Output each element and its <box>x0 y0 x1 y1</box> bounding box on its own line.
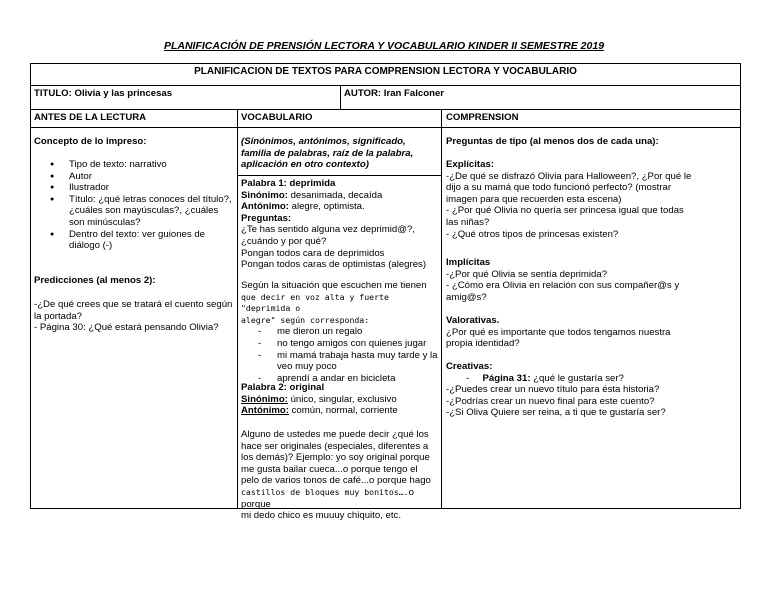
situacion-item: - mi mamá trabaja hasta muy tarde y la veo muy poco <box>241 350 439 373</box>
situacion-item: - aprendí a andar en bicicleta <box>241 373 439 385</box>
concepto-item: ● Tipo de texto: narrativo <box>34 159 234 171</box>
palabra-1-heading: Palabra 1: deprimida <box>241 178 336 189</box>
ejemplo-line: mi dedo chico es muuuy chiquito, etc. <box>241 510 401 522</box>
ejemplo-line: Alguno de ustedes me puede decir ¿qué los <box>241 429 429 440</box>
pregunta-item: Pongan todos caras de optimistas (alegres) <box>241 259 427 271</box>
pregunta-item: Pongan todos cara de deprimidos <box>241 247 385 259</box>
antonimo-value: alegre, optimista. <box>288 201 365 213</box>
creativa-item: -¿Podrías crear un nuevo final para este cuento? <box>446 395 655 407</box>
sinonimo-value: único, singular, exclusivo <box>287 393 397 405</box>
implicita-item: - ¿Cómo era Olivia en relación con sus compañer@s y amig@s? <box>446 280 680 303</box>
antonimo-value: común, normal, corriente <box>288 405 398 417</box>
creativas-label: Creativas: <box>446 361 493 372</box>
situacion-item: - me dieron un regalo <box>241 326 439 338</box>
valorativa-item: ¿Por qué es importante que todos tengamos nuestra propia identidad? <box>446 326 671 350</box>
ejemplo-tail: o porque <box>241 486 414 510</box>
pregunta-item: ¿Te has sentido alguna vez deprimid@?, <box>241 224 415 236</box>
pagina31-question: ¿qué le gustaría ser? <box>530 372 624 384</box>
concepto-item: ● Dentro del texto: ver guiones de diálogo (-) <box>34 229 234 252</box>
pagina31-label: Página 31: <box>482 372 531 384</box>
explicitas-block <box>446 159 694 240</box>
explicita-item: - ¿Qué otros tipos de princesas existen? <box>446 228 619 240</box>
situacion-intro: Según la situación que escuchen me tienen <box>241 280 427 291</box>
book-author: AUTOR: Iran Falconer <box>344 88 445 99</box>
concepto-heading: Concepto de lo impreso: <box>34 136 147 147</box>
creativa-item: -¿Puedes crear un nuevo título para ésta historia? <box>446 384 660 396</box>
situacion-item: - no tengo amigos con quienes jugar <box>241 338 439 350</box>
sinonimo-value: desanimada, decaída <box>287 189 383 201</box>
implicitas-label: Implícitas <box>446 257 491 268</box>
ejemplo-line: pelo de varios tonos de café...o porque hago <box>241 475 431 487</box>
palabra-2-heading: Palabra 2: original <box>241 382 325 393</box>
situacion-intro: que decir en voz alta y fuerte "deprimida o <box>241 291 389 314</box>
predicciones-heading: Predicciones (al menos 2): <box>34 275 156 286</box>
valorativas-block <box>446 315 694 350</box>
book-title: TITULO: Olivia y las princesas <box>34 88 173 99</box>
concepto-item: ● Ilustrador <box>34 182 234 194</box>
valorativas-label: Valorativas. <box>446 315 500 326</box>
sinonimo-label: Sinónimo: <box>241 189 288 201</box>
preguntas-label: Preguntas: <box>241 212 292 224</box>
ejemplo-line: los demás)? Ejemplo: yo soy original porque <box>241 452 430 464</box>
comprension-heading: Preguntas de tipo (al menos dos de cada una): <box>446 136 659 147</box>
header-antes: ANTES DE LA LECTURA <box>34 112 147 123</box>
concepto-list <box>34 159 234 252</box>
explicita-item: - ¿Por qué Olivia no quería ser princesa igual que todas las niñas? <box>446 205 684 228</box>
concepto-item: ● Autor <box>34 171 234 183</box>
antonimo-label: Antónimo: <box>241 201 289 213</box>
prediccion-item: - Página 30: ¿Qué estará pensando Olivia? <box>34 322 219 334</box>
pregunta-item: ¿cuándo y por qué? <box>241 235 327 247</box>
header-comprension: COMPRENSION <box>446 112 519 123</box>
palabra-1-block <box>241 178 438 271</box>
document-title: PLANIFICACIÓN DE PRENSIÓN LECTORA Y VOCABULARIO KINDER II SEMESTRE 2019 <box>163 40 605 52</box>
palabra-2-block <box>241 382 438 417</box>
header-vocabulario: VOCABULARIO <box>241 112 313 123</box>
creativas-block: Creativas: - Página 31: ¿qué le gustaría ser? -¿Puedes crear un nuevo título para ésta historia? -¿Podrías crear un nuevo final para este cuento? -¿Si Oliva Quiere ser reina, a ti que te gustaría ser? <box>446 361 694 419</box>
predicciones-list <box>34 299 234 334</box>
antonimo-label: Antónimo: <box>241 405 289 417</box>
ejemplo-line: me gusta bailar cueca...o porque tengo el <box>241 463 418 475</box>
explicita-item: -¿De qué se disfrazó Olivia para Halloween?, ¿Por qué le dijo a su mamá que todo funcionó perfecto? (mostrar imagen para que recuerden esta escena) <box>446 170 692 205</box>
ejemplo-line: hace ser originales (especiales, diferentes a <box>241 440 429 452</box>
concepto-item: ● Título: ¿qué letras conoces del título?, ¿cuáles son mayúsculas?, ¿cuáles son minúsculas? <box>34 194 234 229</box>
ejemplo-mono: castillos de bloques muy bonitos…. <box>241 486 409 497</box>
table-title: PLANIFICACION DE TEXTOS PARA COMPRENSION LECTORA Y VOCABULARIO <box>194 66 577 77</box>
sinonimo-label: Sinónimo: <box>241 393 288 405</box>
situacion-intro: alegre" según corresponda: <box>241 314 370 325</box>
implicitas-block <box>446 257 694 303</box>
ejemplo-block <box>241 429 440 522</box>
prediccion-item: -¿De qué crees que se tratará el cuento según la portada? <box>34 299 233 322</box>
situacion-block <box>241 280 439 384</box>
vocab-intro: (Sinónimos, antónimos, significado, familia de palabras, raíz de la palabra, aplicación en otro contexto) <box>241 136 414 171</box>
implicita-item: -¿Por qué Olivia se sentía deprimida? <box>446 268 608 280</box>
creativa-item: -¿Si Oliva Quiere ser reina, a ti que te gustaría ser? <box>446 407 666 419</box>
explicitas-label: Explícitas: <box>446 159 494 170</box>
